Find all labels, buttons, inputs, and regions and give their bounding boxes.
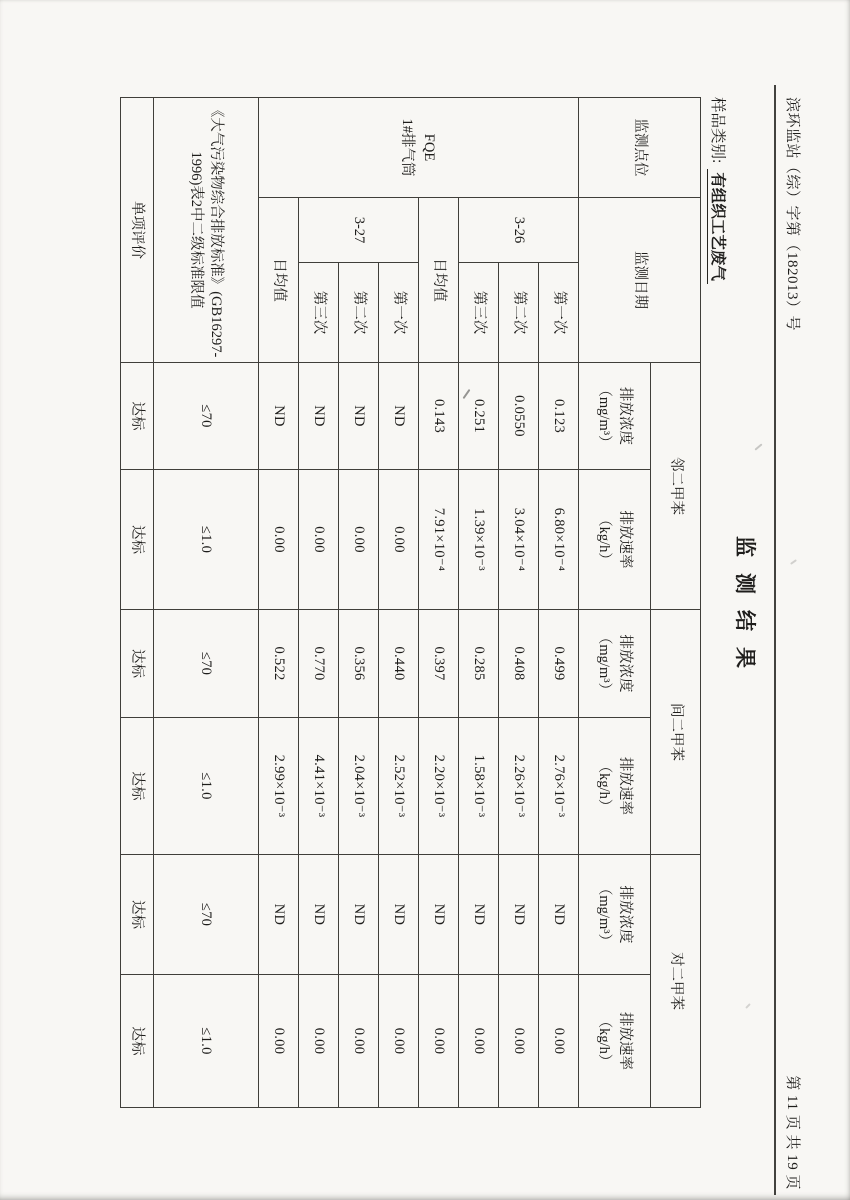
header-pollutant-p-xylene: 对二甲苯 xyxy=(651,855,701,1108)
value-cell: 0.397 xyxy=(419,610,459,718)
value-cell: 0.00 xyxy=(539,975,579,1108)
value-cell: 2.20×10⁻³ xyxy=(419,718,459,855)
header-concentration: 排放浓度 （mg/m³） xyxy=(579,610,651,718)
document-header xyxy=(774,85,804,1195)
header-concentration: 排放浓度 （mg/m³） xyxy=(579,855,651,975)
value-cell: 2.76×10⁻³ xyxy=(539,718,579,855)
value-cell: ND xyxy=(459,855,499,975)
header-concentration: 排放浓度 （mg/m³） xyxy=(579,363,651,470)
limit-cell: ≤70 xyxy=(154,363,259,470)
value-cell: 0.00 xyxy=(499,975,539,1108)
evaluation-cell: 达标 xyxy=(121,610,154,718)
value-cell: ND xyxy=(299,855,339,975)
header-rate: 排放速率 （kg/h） xyxy=(579,975,651,1108)
limit-cell: ≤1.0 xyxy=(154,975,259,1108)
value-cell: 0.408 xyxy=(499,610,539,718)
value-cell: 0.499 xyxy=(539,610,579,718)
value-cell: 0.00 xyxy=(339,975,379,1108)
daily-average-cell: 日均值 xyxy=(259,198,299,363)
limit-cell: ≤1.0 xyxy=(154,718,259,855)
header-monitoring-date: 监测日期 xyxy=(579,198,701,363)
table-row-evaluation xyxy=(121,98,154,1108)
date-cell: 3-26 xyxy=(459,198,579,263)
sample-type-label: 样品类别: xyxy=(709,97,726,164)
value-cell: 2.26×10⁻³ xyxy=(499,718,539,855)
value-cell: 2.99×10⁻³ xyxy=(259,718,299,855)
value-cell: ND xyxy=(539,855,579,975)
value-cell: 0.00 xyxy=(459,975,499,1108)
header-pollutant-o-xylene: 邻二甲苯 xyxy=(651,363,701,610)
date-cell: 3-27 xyxy=(299,198,419,263)
value-cell: ND xyxy=(379,363,419,470)
table-row-daily-average xyxy=(419,98,459,1108)
value-cell: 1.58×10⁻³ xyxy=(459,718,499,855)
value-cell: 0.0550 xyxy=(499,363,539,470)
evaluation-cell: 达标 xyxy=(121,363,154,470)
value-cell: ND xyxy=(499,855,539,975)
value-cell: 7.91×10⁻⁴ xyxy=(419,470,459,610)
header-rate: 排放速率 （kg/h） xyxy=(579,470,651,610)
value-cell: 0.770 xyxy=(299,610,339,718)
limit-cell: ≤1.0 xyxy=(154,470,259,610)
value-cell: 0.285 xyxy=(459,610,499,718)
header-rate: 排放速率 （kg/h） xyxy=(579,718,651,855)
value-cell: 2.04×10⁻³ xyxy=(339,718,379,855)
value-cell: 6.80×10⁻⁴ xyxy=(539,470,579,610)
doc-number: 滨环监站（综）字第（182013）号 xyxy=(784,97,800,332)
value-cell: 0.00 xyxy=(379,470,419,610)
table-row xyxy=(379,98,419,1108)
limit-cell: ≤70 xyxy=(154,610,259,718)
table-row-daily-average xyxy=(259,98,299,1108)
run-cell: 第一次 xyxy=(539,263,579,363)
run-cell: 第二次 xyxy=(499,263,539,363)
value-cell: 0.00 xyxy=(259,470,299,610)
value-cell: 0.356 xyxy=(339,610,379,718)
sample-type-value: 有组织工艺废气 xyxy=(707,169,726,284)
table-row-standard-limit xyxy=(154,98,259,1108)
table-row xyxy=(539,98,579,1108)
value-cell: ND xyxy=(339,855,379,975)
value-cell: ND xyxy=(299,363,339,470)
value-cell: ND xyxy=(259,363,299,470)
value-cell: ND xyxy=(339,363,379,470)
value-cell: 4.41×10⁻³ xyxy=(299,718,339,855)
limit-cell: ≤70 xyxy=(154,855,259,975)
header-monitoring-site: 监测点位 xyxy=(579,98,701,198)
value-cell: 2.52×10⁻³ xyxy=(379,718,419,855)
value-cell: 0.143 xyxy=(419,363,459,470)
evaluation-cell: 达标 xyxy=(121,470,154,610)
value-cell: 0.00 xyxy=(259,975,299,1108)
evaluation-cell: 达标 xyxy=(121,718,154,855)
value-cell: ND xyxy=(379,855,419,975)
page-title: 监测结果 xyxy=(733,536,757,684)
value-cell: 3.04×10⁻⁴ xyxy=(499,470,539,610)
daily-average-cell: 日均值 xyxy=(419,198,459,363)
value-cell: 0.123 xyxy=(539,363,579,470)
evaluation-cell: 达标 xyxy=(121,855,154,975)
value-cell: ND xyxy=(419,855,459,975)
value-cell: ND xyxy=(259,855,299,975)
run-cell: 第三次 xyxy=(459,263,499,363)
evaluation-label: 单项评价 xyxy=(121,98,154,363)
value-cell: 0.440 xyxy=(379,610,419,718)
monitoring-results-table xyxy=(120,97,701,1108)
page-content xyxy=(120,0,850,1200)
evaluation-cell: 达标 xyxy=(121,975,154,1108)
value-cell: 0.00 xyxy=(339,470,379,610)
value-cell: 0.00 xyxy=(419,975,459,1108)
standard-limit-label: 《大气污染物综合排放标准》(GB16297-1996)表2中二级标准限值 xyxy=(154,98,259,363)
run-cell: 第二次 xyxy=(339,263,379,363)
page-indicator: 第 11 页 共 19 页 xyxy=(784,1075,800,1190)
value-cell: 0.00 xyxy=(299,975,339,1108)
value-cell: 0.00 xyxy=(299,470,339,610)
header-pollutant-m-xylene: 间二甲苯 xyxy=(651,610,701,855)
value-cell: 0.251 xyxy=(459,363,499,470)
value-cell: 0.522 xyxy=(259,610,299,718)
sample-type-line xyxy=(708,97,730,1200)
run-cell: 第一次 xyxy=(379,263,419,363)
header-row-pollutants xyxy=(651,98,701,1108)
run-cell: 第三次 xyxy=(299,263,339,363)
value-cell: 0.00 xyxy=(379,975,419,1108)
value-cell: 1.39×10⁻³ xyxy=(459,470,499,610)
monitoring-site-cell: FQE 1#排气筒 xyxy=(259,98,579,198)
